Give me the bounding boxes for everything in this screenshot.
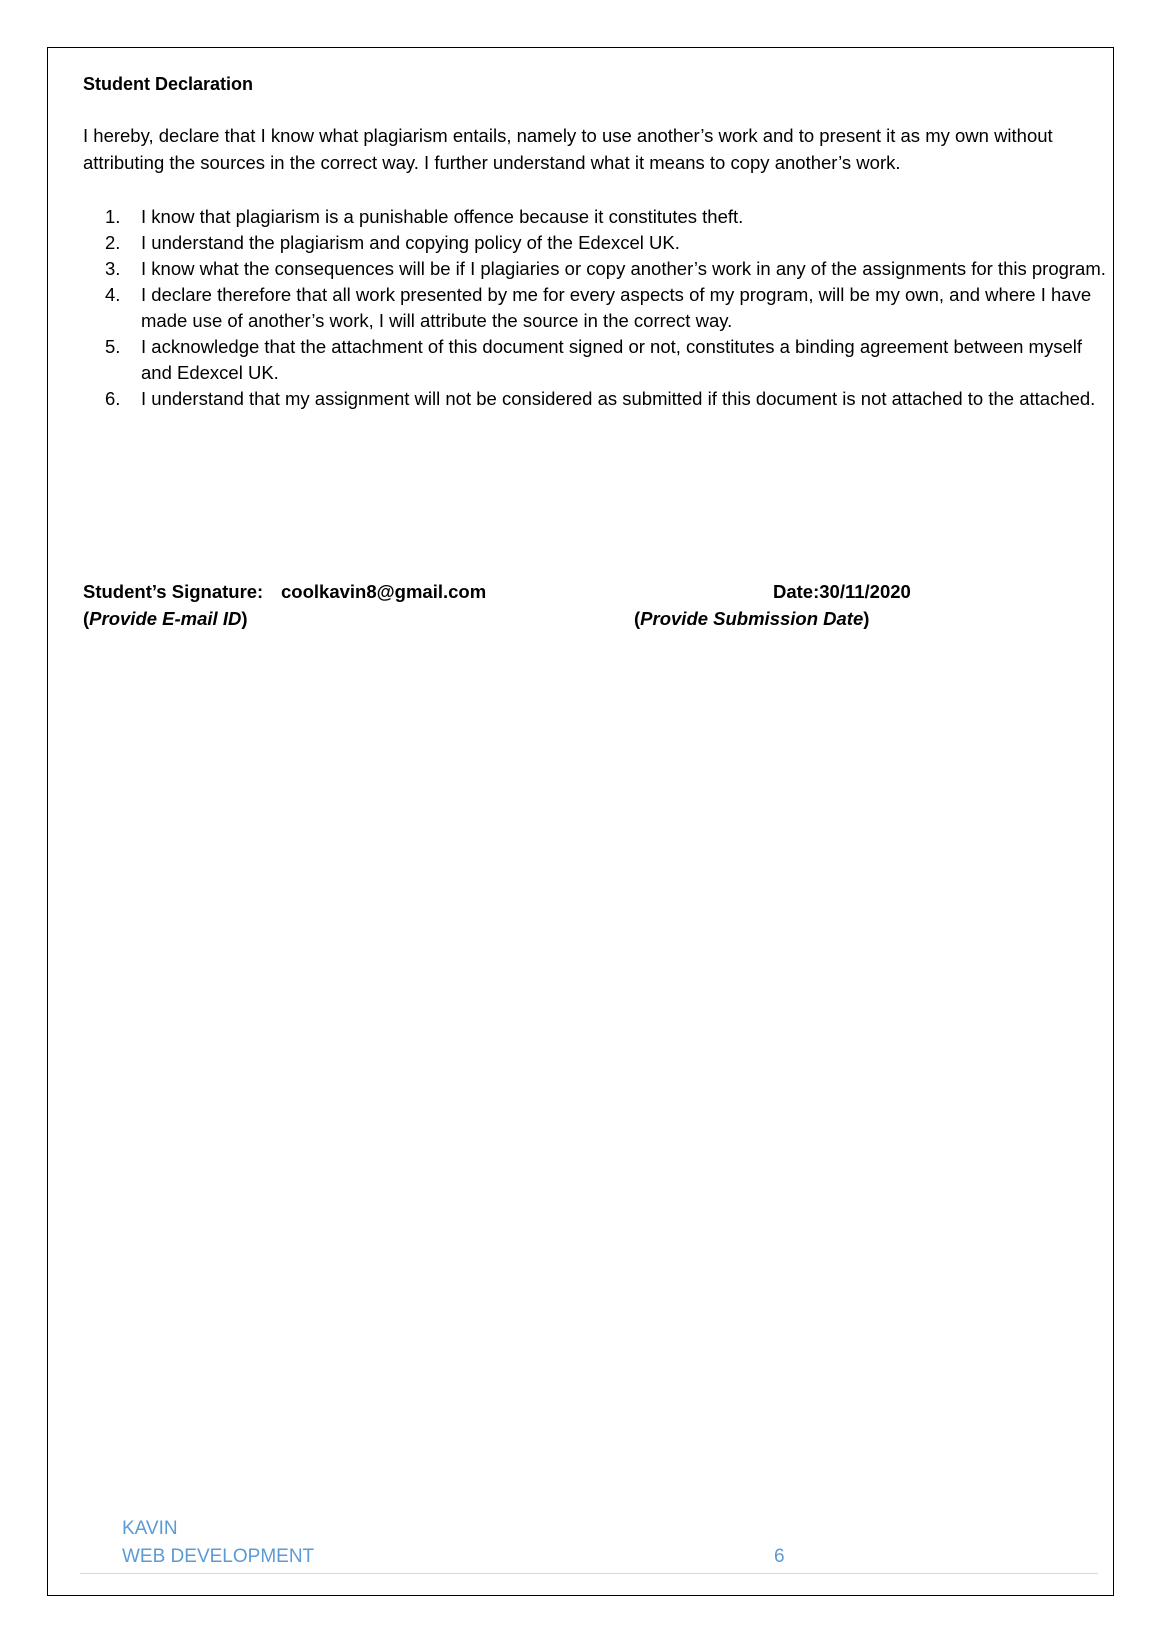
item-text: I know what the consequences will be if I plagiaries or copy another’s work in any of the assignments for this program.	[141, 258, 1106, 279]
declaration-item	[83, 282, 1113, 334]
item-number: 6.	[105, 388, 121, 409]
email-hint-text: Provide E-mail ID	[89, 608, 242, 629]
item-number: 2.	[105, 232, 121, 253]
date-hint-text: Provide Submission Date	[640, 608, 864, 629]
declaration-item	[83, 334, 1113, 386]
declaration-item	[83, 230, 1113, 256]
declaration-item	[83, 386, 1113, 412]
footer-subject: WEB DEVELOPMENT	[122, 1546, 315, 1567]
signature-label: Student’s Signature:	[83, 581, 264, 602]
item-text: I understand that my assignment will not be considered as submitted if this document is not attached to the attached.	[141, 388, 1096, 409]
item-number: 1.	[105, 206, 121, 227]
item-text: I know that plagiarism is a punishable offence because it constitutes theft.	[141, 206, 744, 227]
footer-name: KAVIN	[122, 1518, 178, 1539]
declaration-item	[83, 256, 1113, 282]
declaration-item	[83, 204, 1113, 230]
declaration-section	[83, 70, 1113, 412]
item-text: I acknowledge that the attachment of this document signed or not, constitutes a binding agreement between myself and Edexcel UK.	[141, 336, 1082, 383]
footer-page-number: 6	[774, 1546, 785, 1567]
date-hint: (Provide Submission Date)	[634, 608, 870, 629]
signature-block	[83, 578, 1083, 638]
declaration-list	[83, 204, 1113, 412]
item-number: 5.	[105, 336, 121, 357]
declaration-title: Student Declaration	[83, 74, 254, 94]
item-number: 3.	[105, 258, 121, 279]
item-text: I declare therefore that all work presented by me for every aspects of my program, will be my own, and where I have made use of another’s work, I will attribute the source in the correct way.	[141, 284, 1092, 331]
item-text: I understand the plagiarism and copying policy of the Edexcel UK.	[141, 232, 680, 253]
footer-divider	[80, 1573, 1098, 1574]
item-number: 4.	[105, 284, 121, 305]
submission-date: Date:30/11/2020	[773, 581, 911, 602]
footer-author-block	[122, 1515, 314, 1571]
declaration-intro: I hereby, declare that I know what plagiarism entails, namely to use another’s work and to present it as my own without attributing the sources in the correct way. I further understand what it means to copy another’s work.	[83, 125, 1053, 173]
email-hint: (Provide E-mail ID)	[83, 608, 248, 629]
signature-email: coolkavin8@gmail.com	[281, 581, 487, 602]
